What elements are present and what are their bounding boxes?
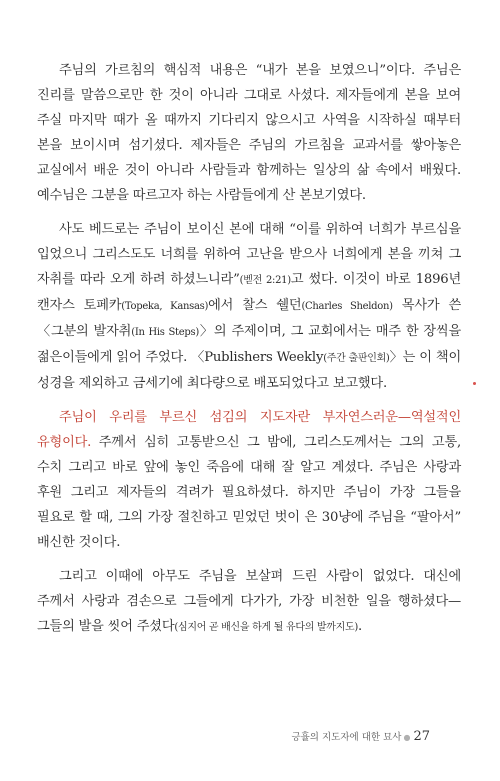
running-title: 긍휼의 지도자에 대한 묘사 [291,732,402,743]
page-number: 27 [413,729,430,744]
scripture-reference: (벧전 2:21) [239,275,291,286]
page-footer [291,729,430,744]
sheldon-note: (Charles Sheldon) [301,301,393,312]
publishers-weekly-note: (주간 출판인회) [323,353,390,364]
paragraph-4-end: . [357,619,362,634]
body-text [37,58,461,649]
paragraph-4 [37,564,461,640]
paragraph-1-text: 주님의 가르침의 핵심적 내용은 “내가 본을 보였으니”이다. 주님은 진리를 말씀으로만 한 것이 아니라 그대로 사셨다. 제자들에게 본을 보여 주실 마지막 때가 올 때까지 기다리지 않으시고 사역을 시작하실 때부터 본을 보이시며 섬기셨다. 제자들은 주님의 가르침을 교과서를 쌓아놓은 교실에서 배운 것이 아니라 사람들과 함께하는 일상의 삶 속에서 배웠다. 예수님은 그분을 따르고자 하는 사람들에게 산 본보기였다. [37,63,461,203]
paragraph-3 [37,405,461,555]
paragraph-3-text: 주께서 심히 고통받으신 그 밤에, 그리스도께서는 그의 고통, 수치 그리고 바로 앞에 놓인 죽음에 대해 잘 알고 계셨다. 주님은 사랑과 후원 그리고 제자들의 격려가 필요하셨다. 하지만 주님이 가장 그들을 필요로 할 때, 그의 가장 절친하고 믿었던 벗이 은 30냥에 주님을 “팔아서” 배신한 것이다. [37,435,461,550]
in-his-steps-note: (In His Steps) [131,327,199,338]
footer-bullet-icon: ● [403,733,411,742]
paragraph-4-text: 그리고 이때에 아무도 주님을 보살펴 드린 사람이 없었다. 대신에 주께서 사랑과 겸손으로 그들에게 다가가, 가장 비천한 일을 행하셨다—그들의 발을 씻어 주셨다 [37,569,461,634]
paragraph-2-text-d: 〉의 주제이며, 그 교회에서는 매주 한 장씩을 젊은이들에게 읽어 주었다. 〈Publishers Weekly [37,324,461,365]
paragraph-2-text-b: 에서 찰스 쉘던 [208,298,302,313]
paragraph-4-aside: (심지어 곧 배신을 하게 될 유다의 발까지도) [174,622,358,633]
topeka-note: (Topeka, Kansas) [121,301,209,312]
paragraph-2-quote: 사도 베드로는 주님이 보이신 본에 대해 “이를 위하여 너희가 부르심을 입었으니 그리스도도 너희를 위하여 고난을 받으사 너희에게 본을 끼쳐 그 자취를 따라 오게 하려 하셨느니라” [37,222,461,287]
paragraph-2-text-a: 고 썼다. 이것이 바로 1896년 캔자스 토페카 [37,272,461,313]
paragraph-1 [37,58,461,208]
paragraph-2 [37,217,461,396]
paragraph-2-text-c: 목사가 쓴 〈그분의 발자취 [37,298,462,339]
paragraph-2-text-e: 〉는 이 책이 성경을 제외하고 금세기에 최다량으로 배포되었다고 보고했다. [37,350,461,391]
highlighted-sentence: 주님이 우리를 부르신 섬김의 지도자란 부자연스러운—역설적인 유형이다. [37,410,461,450]
margin-mark-dot [473,382,476,385]
